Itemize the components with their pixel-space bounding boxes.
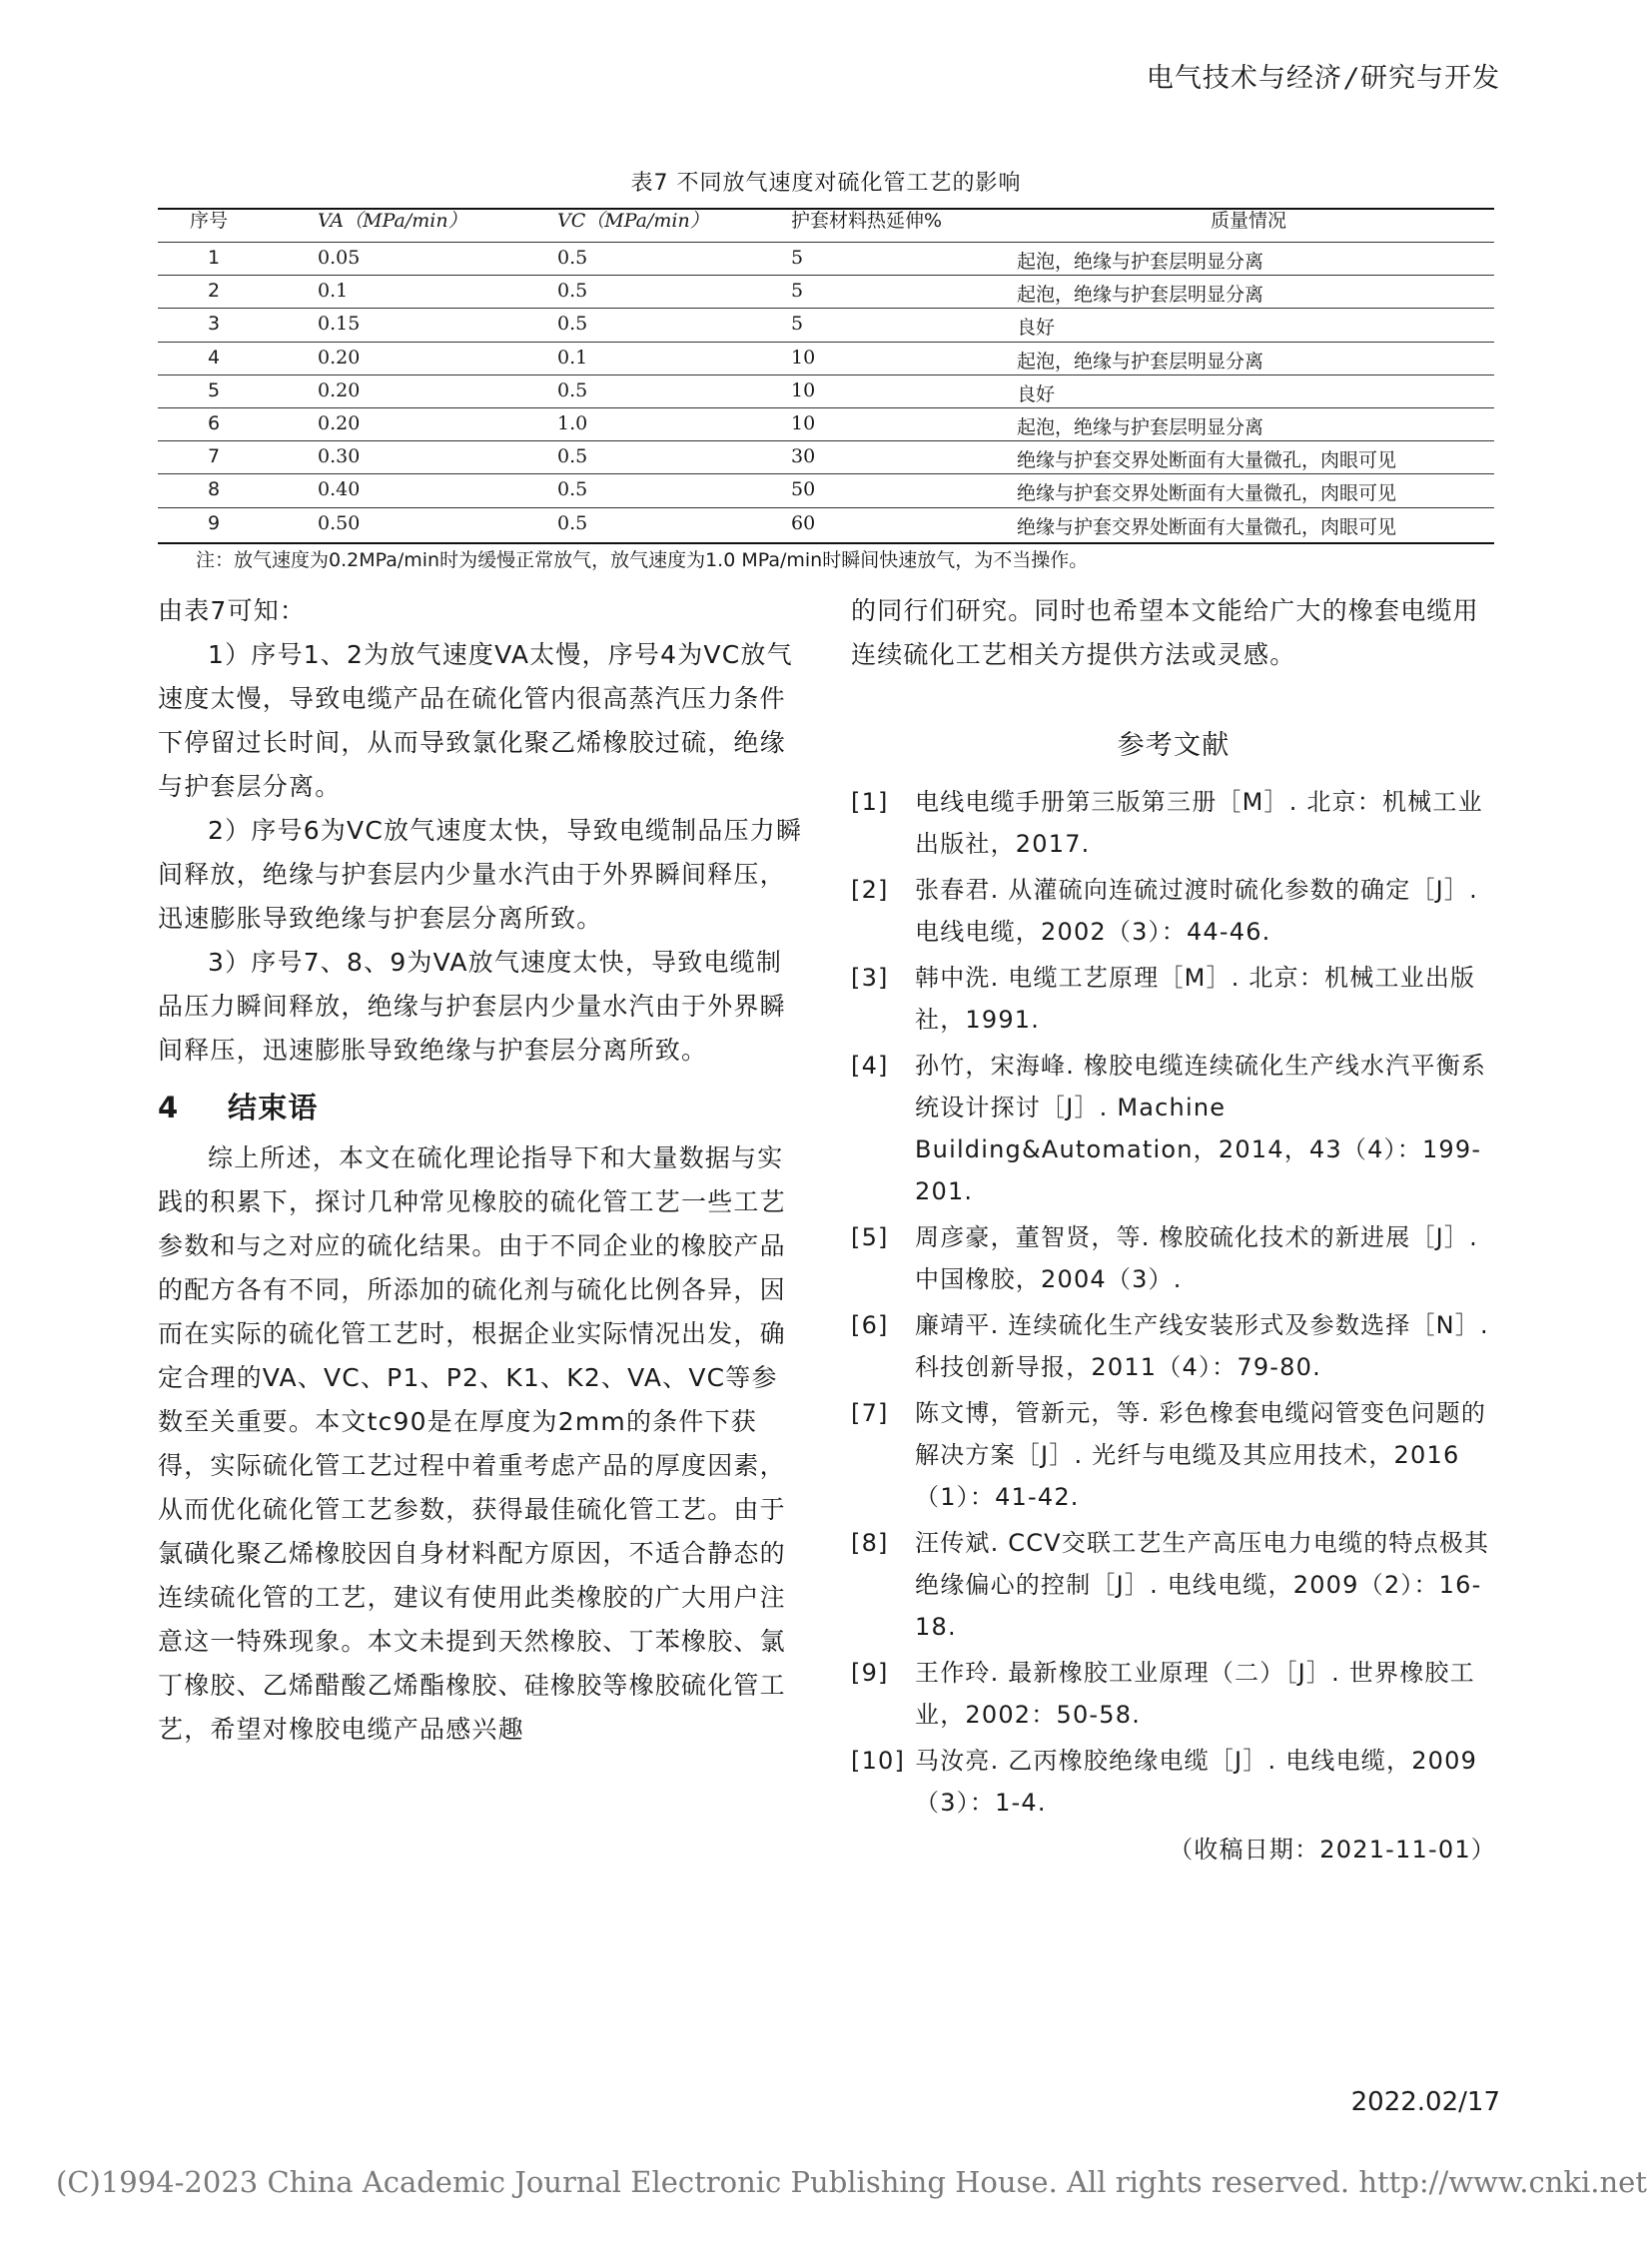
table-cell: 6 (208, 412, 221, 434)
table-cell: 0.5 (557, 313, 588, 336)
table-cell: 良好 (1017, 317, 1056, 340)
reference-number: [2] (851, 876, 889, 904)
header-cell-va: VA（MPa/min） (318, 210, 467, 232)
paragraph-continued: 的同行们研究。同时也希望本文能给广大的橡套电缆用连续硫化工艺相关方提供方法或灵感。 (851, 596, 1479, 669)
reference-text: 电线电缆手册第三版第三册［M］. 北京：机械工业出版社，2017. (915, 788, 1483, 858)
reference-text: 张春君. 从灌硫向连硫过渡时硫化参数的确定［J］. 电线电缆，2002（3）：44-46. (915, 876, 1478, 946)
running-header (1147, 56, 1500, 95)
table-cell: 50 (791, 478, 816, 501)
header-cell-index: 序号 (190, 210, 229, 232)
table-note: 注：放气速度为0.2MPa/min时为缓慢正常放气，放气速度为1.0 MPa/min时瞬间快速放气，为不当操作。 (196, 549, 1089, 571)
row-divider (158, 275, 1494, 276)
section-number: 4 (158, 1091, 180, 1124)
table-cell: 5 (791, 247, 804, 269)
paragraph-item-3: 3）序号7、8、9为VA放气速度太快，导致电缆制品压力瞬间释放，绝缘与护套层内少量水汽由于外界瞬间释压，迅速膨胀导致绝缘与护套层分离所致。 (158, 948, 786, 1065)
reference-number: [8] (851, 1529, 889, 1557)
page-number: 2022.02/17 (1350, 2087, 1500, 2117)
table-cell: 起泡，绝缘与护套层明显分离 (1017, 350, 1264, 373)
reference-number: [5] (851, 1223, 889, 1251)
row-divider (158, 242, 1494, 243)
table-bottom-rule (158, 542, 1494, 544)
header-cell-elongation: 护套材料热延伸% (791, 210, 943, 232)
table-cell: 0.1 (557, 346, 588, 369)
table-cell: 9 (208, 511, 221, 534)
table-cell: 0.50 (318, 511, 361, 534)
reference-item (851, 781, 1496, 865)
table-cell: 0.5 (557, 280, 588, 303)
table-cell: 0.20 (318, 378, 361, 401)
table-cell: 5 (791, 280, 804, 303)
reference-number: [7] (851, 1399, 889, 1427)
header-cell-quality: 质量情况 (1211, 210, 1287, 232)
table-cell: 1 (208, 247, 221, 269)
references-heading: 参考文献 (1117, 730, 1231, 761)
paragraph-item-2: 2）序号6为VC放气速度太快，导致电缆制品压力瞬间释放，绝缘与护套层内少量水汽由于外界瞬间释压，迅速膨胀导致绝缘与护套层分离所致。 (158, 816, 803, 933)
right-column (851, 589, 1496, 1871)
row-divider (158, 374, 1494, 375)
left-column (158, 589, 803, 1752)
table-cell: 绝缘与护套交界处断面有大量微孔，肉眼可见 (1017, 482, 1397, 505)
reference-number: [4] (851, 1052, 889, 1080)
reference-number: [6] (851, 1311, 889, 1339)
table-cell: 起泡，绝缘与护套层明显分离 (1017, 416, 1264, 438)
reference-text: 马汝亮. 乙丙橡胶绝缘电缆［J］. 电线电缆，2009（3）：1-4. (915, 1747, 1478, 1817)
journal-name: 电气技术与经济 (1146, 63, 1342, 94)
table-cell: 0.1 (318, 280, 349, 303)
table-cell: 1.0 (557, 412, 588, 434)
table-cell: 0.5 (557, 378, 588, 401)
table-cell: 30 (791, 445, 816, 468)
reference-list (851, 781, 1496, 1824)
row-divider (158, 507, 1494, 508)
header-cell-vc: VC（MPa/min） (557, 210, 709, 232)
table-cell: 0.40 (318, 478, 361, 501)
table-cell: 0.05 (318, 247, 361, 269)
reference-item (851, 1304, 1496, 1388)
table-cell: 0.5 (557, 445, 588, 468)
section-heading (158, 1083, 803, 1132)
table-title: 表7 不同放气速度对硫化管工艺的影响 (630, 171, 1022, 196)
reference-item (851, 869, 1496, 953)
table-cell: 绝缘与护套交界处断面有大量微孔，肉眼可见 (1017, 449, 1397, 472)
table-cell: 10 (791, 346, 816, 369)
table-cell: 8 (208, 478, 221, 501)
row-divider (158, 342, 1494, 343)
table-cell: 0.5 (557, 478, 588, 501)
reference-text: 周彦豪，董智贤，等. 橡胶硫化技术的新进展［J］. 中国橡胶，2004（3）. (915, 1223, 1478, 1293)
table-cell: 4 (208, 346, 221, 369)
table-cell: 2 (208, 280, 221, 303)
header-separator: / (1345, 63, 1356, 94)
reference-number: [1] (851, 788, 889, 816)
reference-item (851, 1045, 1496, 1212)
reference-item (851, 1740, 1496, 1824)
reference-number: [9] (851, 1659, 889, 1687)
paragraph-item-1: 1）序号1、2为放气速度VA太慢，序号4为VC放气速度太慢，导致电缆产品在硫化管内很高蒸汽压力条件下停留过长时间，从而导致氯化聚乙烯橡胶过硫，绝缘与护套层分离。 (158, 640, 793, 801)
table-cell: 起泡，绝缘与护套层明显分离 (1017, 251, 1264, 273)
table-cell: 0.20 (318, 346, 361, 369)
table-cell: 0.5 (557, 247, 588, 269)
reference-text: 孙竹，宋海峰. 橡胶电缆连续硫化生产线水汽平衡系统设计探讨［J］. Machine Building&Automation，2014，43（4）：199-201. (915, 1052, 1487, 1205)
table-cell: 60 (791, 511, 816, 534)
reference-item (851, 1216, 1496, 1300)
section-title: 结束语 (228, 1091, 319, 1124)
reference-item (851, 1392, 1496, 1518)
table-cell: 5 (791, 313, 804, 336)
reference-item (851, 1652, 1496, 1736)
table-cell: 良好 (1017, 382, 1056, 405)
reference-number: [3] (851, 964, 889, 992)
reference-text: 王作玲. 最新橡胶工业原理（二）［J］. 世界橡胶工业，2002：50-58. (915, 1659, 1475, 1729)
reference-text: 廉靖平. 连续硫化生产线安装形式及参数选择［N］. 科技创新导报，2011（4）：79-80. (915, 1311, 1489, 1381)
table-cell: 10 (791, 378, 816, 401)
table-cell: 0.15 (318, 313, 361, 336)
table-cell: 0.20 (318, 412, 361, 434)
table-cell: 3 (208, 313, 221, 336)
table-cell: 0.5 (557, 511, 588, 534)
row-divider (158, 473, 1494, 474)
reference-text: 陈文博，管新元，等. 彩色橡套电缆闷管变色问题的解决方案［J］. 光纤与电缆及其应用技术，2016（1）：41-42. (915, 1399, 1487, 1511)
reference-text: 汪传斌. CCV交联工艺生产高压电力电缆的特点极其绝缘偏心的控制［J］. 电线电缆，2009（2）：16-18. (915, 1529, 1490, 1641)
reference-item (851, 957, 1496, 1041)
table-cell: 绝缘与护套交界处断面有大量微孔，肉眼可见 (1017, 515, 1397, 538)
reference-text: 韩中洗. 电缆工艺原理［M］. 北京：机械工业出版社，1991. (915, 964, 1476, 1034)
paragraph-conclusion: 综上所述，本文在硫化理论指导下和大量数据与实践的积累下，探讨几种常见橡胶的硫化管工艺一些工艺参数和与之对应的硫化结果。由于不同企业的橡胶产品的配方各有不同，所添加的硫化剂与硫化比例各异，因而在实际的硫化管工艺时，根据企业实际情况出发，确定合理的VA、VC、P1、P2、K1、K2、VA、VC等参数至关重要。本文tc90是在厚度为2mm的条件下获得，实际硫化管工艺过程中着重考虑产品的厚度因素，从而优化硫化管工艺参数，获得最佳硫化管工艺。由于氯磺化聚乙烯橡胶因自身材料配方原因，不适合静态的连续硫化管的工艺，建议有使用此类橡胶的广大用户注意这一特殊现象。本文未提到天然橡胶、丁苯橡胶、氯丁橡胶、乙烯醋酸乙烯酯橡胶、硅橡胶等橡胶硫化管工艺，希望对橡胶电缆产品感兴趣 (158, 1143, 786, 1744)
table-cell: 5 (208, 378, 221, 401)
row-divider (158, 440, 1494, 441)
copyright-line: (C)1994-2023 China Academic Journal Electronic Publishing House. All rights reserved. http://www.cnki.net (56, 2165, 1647, 2199)
table-cell: 0.30 (318, 445, 361, 468)
row-divider (158, 407, 1494, 408)
row-divider (158, 308, 1494, 309)
table-cell: 起泡，绝缘与护套层明显分离 (1017, 284, 1264, 307)
section-name: 研究与开发 (1360, 63, 1500, 94)
received-date: （收稿日期：2021-11-01） (1169, 1836, 1496, 1864)
reference-item (851, 1522, 1496, 1648)
table-cell: 10 (791, 412, 816, 434)
reference-number: [10] (851, 1747, 906, 1775)
table-cell: 7 (208, 445, 221, 468)
paragraph-intro: 由表7可知： (158, 596, 307, 625)
